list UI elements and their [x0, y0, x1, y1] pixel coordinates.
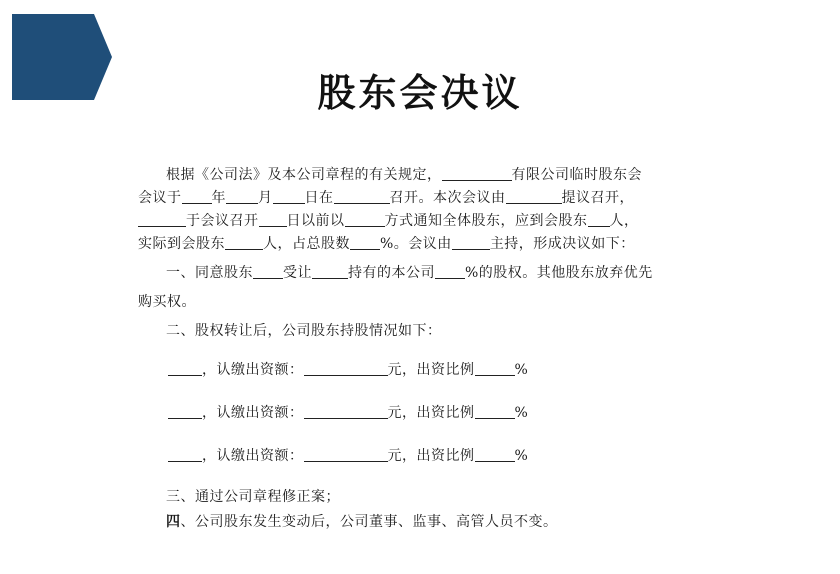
shareholder-row — [138, 359, 718, 382]
intro-text: 提议召开， — [561, 190, 634, 206]
blank-year[interactable] — [182, 188, 212, 204]
blank-company-name[interactable] — [442, 165, 512, 181]
intro-line-1 — [138, 164, 718, 187]
share-percent: % — [514, 362, 529, 378]
share-label: ，认缴出资额： — [202, 448, 304, 464]
intro-text: 召开。本次会议由 — [389, 190, 506, 206]
blank-days[interactable] — [259, 211, 287, 227]
share-label: ，认缴出资额： — [202, 362, 304, 378]
blank-capital-ratio[interactable] — [475, 446, 515, 462]
intro-text: 根据《公司法》及本公司章程的有关规定， — [166, 167, 442, 183]
share-percent: % — [514, 448, 529, 464]
item-text: 、公司股东发生变动后，公司董事、监事、高管人员不变。 — [180, 514, 558, 530]
blank-shareholder-name[interactable] — [168, 446, 202, 462]
item-text: 受让 — [283, 265, 312, 281]
intro-text: 月 — [258, 190, 273, 206]
intro-text: 日以前以 — [286, 213, 345, 229]
document-body — [138, 164, 718, 534]
intro-text: 有限公司临时股东会 — [511, 167, 642, 183]
intro-text: 年 — [211, 190, 226, 206]
blank-share-percent[interactable] — [350, 234, 380, 250]
intro-text: 实际到会股东 — [138, 236, 225, 252]
blank-chair[interactable] — [452, 234, 490, 250]
share-percent: % — [514, 405, 529, 421]
blank-capital-amount[interactable] — [304, 446, 388, 462]
blank-notifier[interactable] — [138, 211, 186, 227]
blank-capital-ratio[interactable] — [475, 403, 515, 419]
blank-method[interactable] — [345, 211, 385, 227]
resolution-item-3: 三、通过公司章程修正案； — [166, 489, 340, 505]
blank-equity-percent[interactable] — [435, 263, 465, 279]
shareholder-row — [138, 402, 718, 425]
resolution-item-4 — [138, 511, 718, 534]
resolution-item-2: 二、股权转让后，公司股东持股情况如下： — [166, 323, 442, 339]
item-4-number: 四 — [166, 514, 181, 530]
blank-transferee[interactable] — [253, 263, 283, 279]
resolution-item-1-cont: 购买权。 — [138, 294, 196, 310]
blank-proposer[interactable] — [506, 188, 562, 204]
share-label: ，认缴出资额： — [202, 405, 304, 421]
intro-text: 方式通知全体股东，应到会股东 — [384, 213, 588, 229]
blank-shareholder-name[interactable] — [168, 360, 202, 376]
blank-location[interactable] — [334, 188, 390, 204]
item-text: %的股权。其他股东放弃优先 — [465, 265, 653, 281]
intro-text: 人， — [609, 213, 639, 229]
blank-capital-ratio[interactable] — [475, 360, 515, 376]
share-unit: 元，出资比例 — [387, 405, 475, 421]
share-unit: 元，出资比例 — [387, 362, 475, 378]
intro-text: 人，占总股数 — [263, 236, 350, 252]
intro-text: 于会议召开 — [186, 213, 259, 229]
intro-text: 主持，形成决议如下： — [489, 236, 635, 252]
share-unit: 元，出资比例 — [387, 448, 475, 464]
blank-day[interactable] — [273, 188, 305, 204]
resolution-item-1 — [138, 262, 718, 285]
blank-month[interactable] — [226, 188, 258, 204]
blank-shareholder-name[interactable] — [168, 403, 202, 419]
blank-capital-amount[interactable] — [304, 360, 388, 376]
blank-present-count[interactable] — [225, 234, 263, 250]
item-text: 持有的本公司 — [348, 265, 435, 281]
intro-text: 会议于 — [138, 190, 182, 206]
item-text: 一、同意股东 — [166, 265, 253, 281]
blank-expected-count[interactable] — [588, 211, 610, 227]
intro-line-4 — [138, 233, 718, 256]
blank-capital-amount[interactable] — [304, 403, 388, 419]
shareholder-row — [138, 445, 718, 468]
blank-transferor[interactable] — [312, 263, 348, 279]
page-title: 股东会决议 — [317, 70, 523, 115]
intro-line-2 — [138, 187, 718, 210]
intro-text: 日在 — [304, 190, 334, 206]
intro-text: %。会议由 — [380, 236, 452, 252]
intro-line-3 — [138, 210, 718, 233]
